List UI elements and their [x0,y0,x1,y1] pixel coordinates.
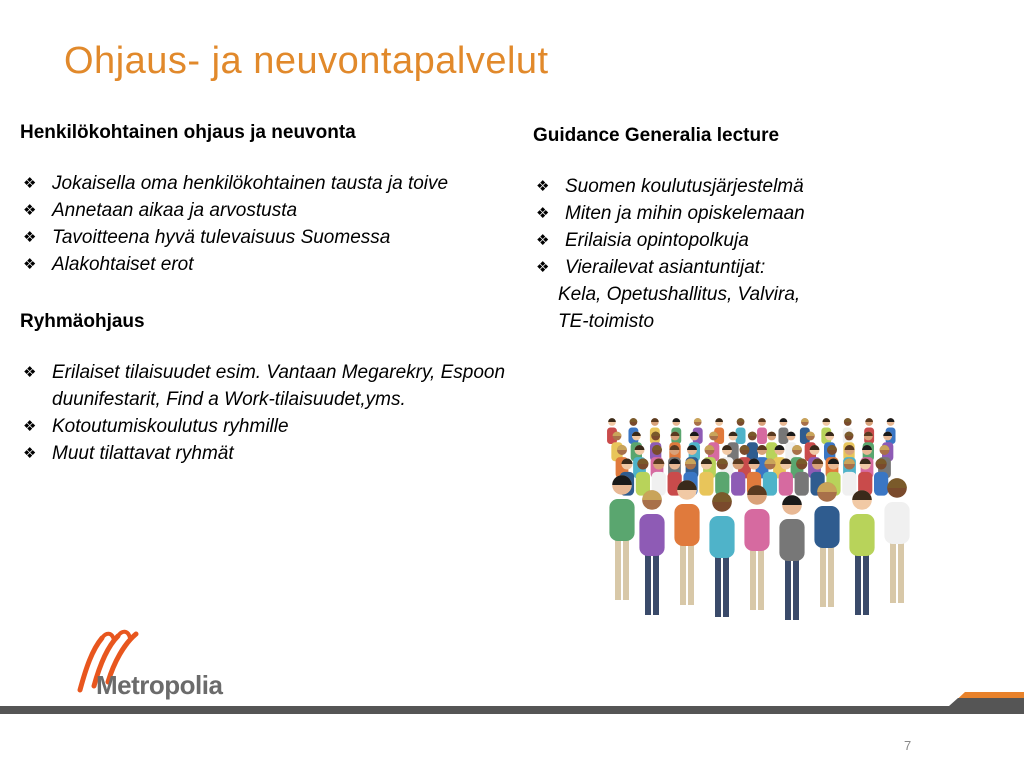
crowd-person-leg [723,557,729,617]
generalia-lecture-list [533,173,1003,281]
crowd-person-hair [887,418,895,422]
crowd-person-body [874,472,888,496]
section-heading-generalia-lecture: Guidance Generalia lecture [533,125,780,146]
crowd-person-body [731,472,745,496]
crowd-person-hair [757,445,767,450]
right-column [533,125,1003,335]
list-item: ❖ Suomen koulutusjärjestelmä [533,173,1003,200]
list-item: ❖ Miten ja mihin opiskelemaan [533,200,1003,227]
crowd-person-body [699,472,713,496]
crowd-person-body [609,499,634,541]
crowd-person-body [757,428,767,445]
list-item: ❖ Erilaiset tilaisuudet esim. Vantaan Megarekry, Espoon duunifestarit, Find a Work-tilaisuudet,yms. [20,359,530,413]
diamond-bullet-icon: ❖ [536,177,550,195]
crowd-person-leg [828,547,834,607]
crowd-person-body [674,504,699,546]
crowd-person-hair [651,418,659,422]
crowd-person-leg [715,557,721,617]
page-number: 7 [904,738,912,753]
slide-title: Ohjaus- ja neuvontapalvelut [64,40,549,82]
crowd-person-hair [767,432,776,436]
section-heading-group-guidance: Ryhmäohjaus [20,311,145,332]
crowd-person-leg [855,555,861,615]
crowd-person-hair [748,432,757,436]
crowd-person-leg [890,543,896,603]
footer-bar [0,688,1024,718]
crowd-person-leg [820,547,826,607]
crowd-person-hair [608,418,616,422]
crowd-person-hair [672,418,680,422]
crowd-person-hair [865,418,873,422]
crowd-person-leg [623,540,629,600]
diamond-bullet-icon: ❖ [23,363,37,381]
list-item: ❖ Muut tilattavat ryhmät [20,440,530,467]
diamond-bullet-icon: ❖ [536,204,550,222]
diamond-bullet-icon: ❖ [23,174,37,192]
crowd-person-hair [715,418,723,422]
crowd-person-hair [844,418,852,422]
personal-guidance-list [20,170,530,278]
crowd-person-hair [737,418,745,422]
crowd-person-body [814,506,839,548]
crowd-person-leg [758,550,764,610]
left-column [20,122,530,467]
group-guidance-list [20,359,530,467]
list-item: ❖ Erilaisia opintopolkuja [533,227,1003,254]
metropolia-logo-text: Metropolia [96,670,223,700]
diamond-bullet-icon: ❖ [23,417,37,435]
diamond-bullet-icon: ❖ [23,255,37,273]
crowd-person-leg [785,560,791,620]
diamond-bullet-icon: ❖ [23,201,37,219]
crowd-person-body [715,472,729,496]
diamond-bullet-icon: ❖ [536,258,550,276]
list-item: ❖ Annetaan aikaa ja arvostusta [20,197,530,224]
diamond-bullet-icon: ❖ [536,231,550,249]
list-item-continuation: TE-toimisto [558,311,655,332]
crowd-person-body [779,519,804,561]
crowd-person-leg [688,545,694,605]
crowd-person-leg [750,550,756,610]
crowd-person-hair [780,418,788,422]
crowd-person-hair [758,418,766,422]
crowd-person-leg [653,555,659,615]
list-item: ❖ Jokaisella oma henkilökohtainen tausta ja toive [20,170,530,197]
list-item: ❖ Tavoitteena hyvä tulevaisuus Suomessa [20,224,530,251]
footer-grey-bar [0,706,1024,714]
crowd-person-hair [782,495,802,505]
crowd-person-body [849,514,874,556]
crowd-photo [592,410,932,635]
crowd-person-body [795,472,809,496]
list-item: ❖ Kotoutumiskoulutus ryhmille [20,413,530,440]
list-item-continuation: Kela, Opetushallitus, Valvira, [558,284,801,305]
crowd-person-leg [898,543,904,603]
list-item: ❖ Alakohtaiset erot [20,251,530,278]
crowd-person-body [744,509,769,551]
crowd-person-body [709,516,734,558]
section-heading-personal-guidance: Henkilökohtainen ohjaus ja neuvonta [20,122,356,143]
crowd-person-hair [630,418,638,422]
crowd-person-leg [645,555,651,615]
crowd-person-hair [801,418,809,422]
crowd-person-leg [615,540,621,600]
diamond-bullet-icon: ❖ [23,444,37,462]
crowd-person-leg [680,545,686,605]
crowd-person-body [842,472,856,496]
crowd-person-hair [822,418,830,422]
crowd-person-hair [712,492,732,502]
diamond-bullet-icon: ❖ [23,228,37,246]
crowd-person-body [639,514,664,556]
crowd-person-body [779,472,793,496]
crowd-person-leg [863,555,869,615]
crowd-person-hair [694,418,702,422]
crowd-person-body [884,502,909,544]
crowd-person-hair [887,478,907,488]
crowd-person-leg [793,560,799,620]
list-item: ❖ Vierailevat asiantuntijat: [533,254,1003,281]
